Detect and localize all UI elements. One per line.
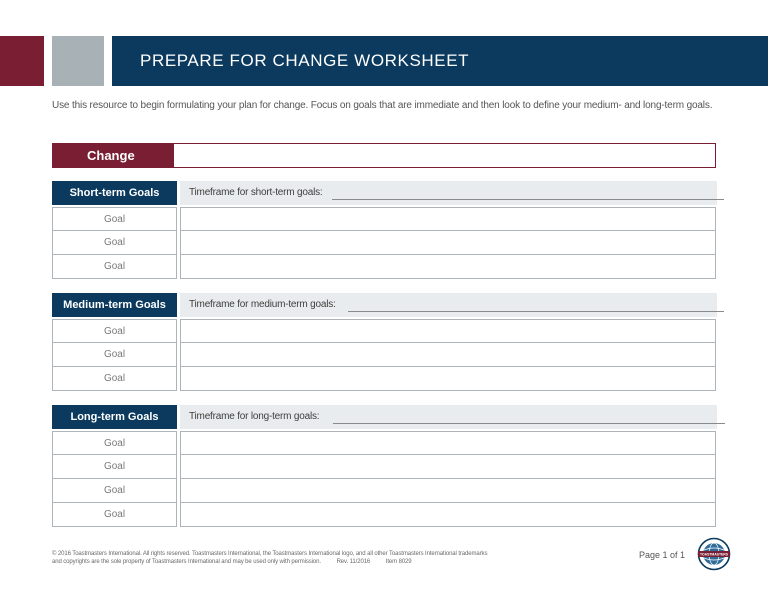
revision-text: Rev. 11/2016 [336, 559, 371, 565]
medium-term-timeframe-field[interactable] [348, 311, 724, 312]
goal-field[interactable] [180, 431, 716, 455]
goal-field[interactable] [180, 455, 716, 479]
short-term-heading: Short-term Goals [52, 181, 177, 205]
long-term-heading: Long-term Goals [52, 405, 177, 429]
short-term-timeframe-field[interactable] [332, 199, 724, 200]
goal-field[interactable] [180, 255, 716, 279]
goal-label: Goal [52, 479, 177, 503]
goal-label: Goal [52, 207, 177, 231]
goal-row [52, 231, 717, 255]
svg-text:TOASTMASTERS: TOASTMASTERS [699, 552, 729, 557]
goal-row [52, 431, 717, 455]
copyright-line-1: © 2016 Toastmasters International. All rights reserved. Toastmasters International, the Toastmasters International logo, and all other Toastmasters International trademarks [52, 551, 488, 557]
page-number: Page 1 of 1 [639, 550, 686, 560]
page-title: PREPARE FOR CHANGE WORKSHEET [140, 51, 470, 70]
header-gray-block [52, 36, 104, 86]
goal-field[interactable] [180, 479, 716, 503]
medium-term-timeframe-label: Timeframe for medium-term goals: [189, 299, 336, 310]
goal-row [52, 367, 717, 391]
change-field[interactable] [173, 143, 716, 168]
footer-copyright [52, 550, 612, 566]
copyright-line-2 [52, 558, 612, 566]
goal-field[interactable] [180, 343, 716, 367]
goal-row [52, 479, 717, 503]
long-term-timeframe-label: Timeframe for long-term goals: [189, 411, 320, 422]
medium-term-heading: Medium-term Goals [52, 293, 177, 317]
toastmasters-logo-icon [695, 537, 733, 571]
goal-row [52, 455, 717, 479]
goal-field[interactable] [180, 503, 716, 527]
change-label: Change [52, 143, 174, 168]
goal-row [52, 207, 717, 231]
goal-label: Goal [52, 343, 177, 367]
goal-row [52, 343, 717, 367]
goal-field[interactable] [180, 367, 716, 391]
goal-label: Goal [52, 319, 177, 343]
header-maroon-block [0, 36, 44, 86]
intro-text: Use this resource to begin formulating your plan for change. Focus on goals that are immediate and then look to define your medium- and long-term goals. [52, 100, 713, 111]
goal-row [52, 503, 717, 527]
goal-label: Goal [52, 503, 177, 527]
goal-field[interactable] [180, 207, 716, 231]
goal-label: Goal [52, 231, 177, 255]
item-number: Item 8029 [385, 559, 412, 565]
goal-label: Goal [52, 455, 177, 479]
goal-field[interactable] [180, 231, 716, 255]
long-term-timeframe-field[interactable] [333, 423, 725, 424]
goal-row [52, 319, 717, 343]
goal-label: Goal [52, 431, 177, 455]
goal-label: Goal [52, 367, 177, 391]
goal-field[interactable] [180, 319, 716, 343]
short-term-timeframe-label: Timeframe for short-term goals: [189, 187, 323, 198]
goal-label: Goal [52, 255, 177, 279]
copyright-line-2-text: and copyrights are the sole property of Toastmasters International and may be used only with permission. [52, 559, 321, 565]
goal-row [52, 255, 717, 279]
